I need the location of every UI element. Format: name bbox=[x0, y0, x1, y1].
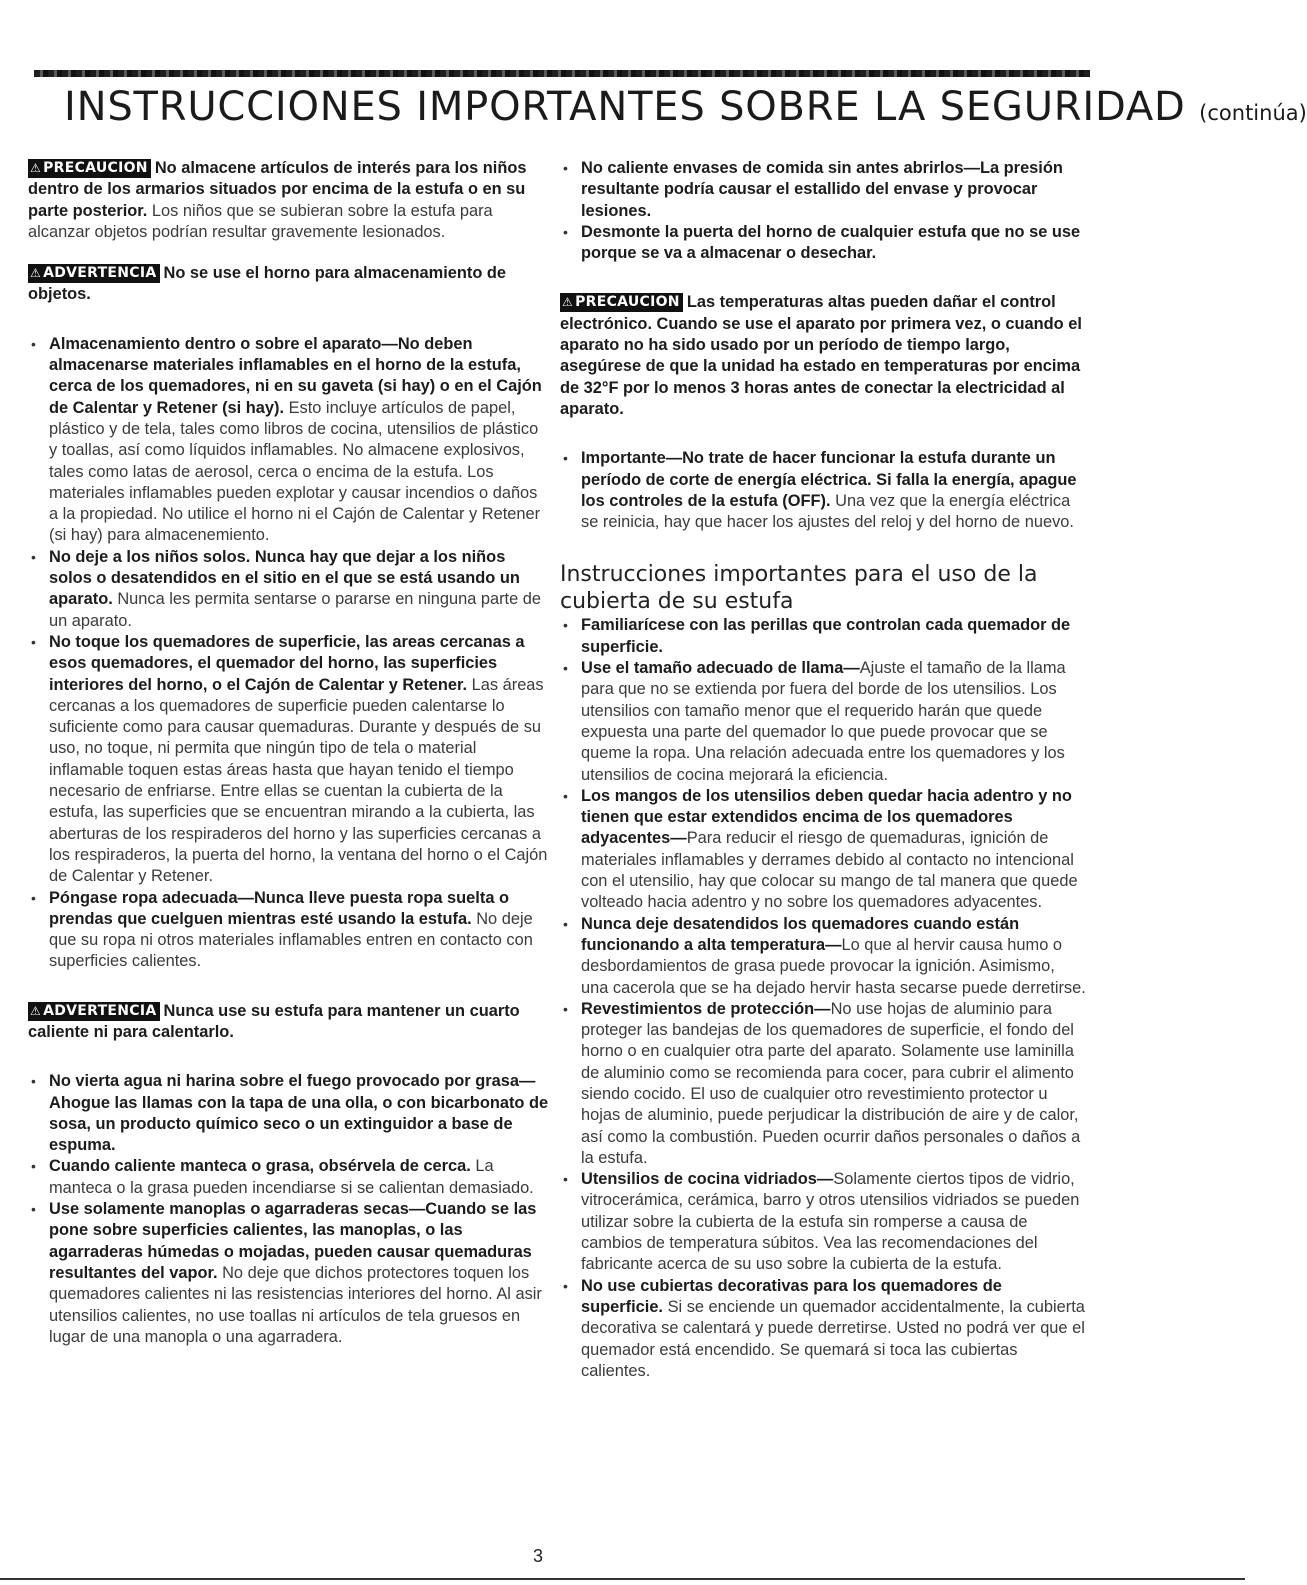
list-item: • No use cubiertas decorativas para los quemadores de superficie. Si se enciende un quemador accidentalmente, la cubierta decorativa se calentará y puede derretirse. Usted no podrá ver que el quemador está encendido. Se quemará si toca las cubiertas calientes. bbox=[560, 1276, 1086, 1382]
cooktop-section-heading: Instrucciones importantes para el uso de la cubierta de su estufa bbox=[560, 562, 1038, 615]
list-item: • No vierta agua ni harina sobre el fuego provocado por grasa— Ahogue las llamas con la tapa de una olla, o con bicarbonato de sosa, un producto químico seco o un extinguidor a base de espuma. bbox=[28, 1071, 550, 1156]
left-bullet-list-1 bbox=[28, 334, 550, 973]
list-item: • Nunca deje desatendidos los quemadores cuando están funcionando a alta temperatura—Lo que al hervir causa humo o desbordamientos de grasa puede provocar la ignición. Asimismo, una cacerola que se ha dejado hervir hasta secarse puede derretirse. bbox=[560, 914, 1086, 999]
warning-badge: ⚠ ADVERTENCIA bbox=[28, 264, 160, 283]
page-title-continued: (continúa) bbox=[1199, 101, 1307, 125]
warning-badge: ⚠ ADVERTENCIA bbox=[28, 1002, 160, 1021]
right-bullet-list-1 bbox=[560, 158, 1086, 264]
list-item: • Familiarícese con las perillas que controlan cada quemador de superficie. bbox=[560, 615, 1086, 658]
list-item: • Use el tamaño adecuado de llama—Ajuste el tamaño de la llama para que no se extienda por fuera del borde de los utensilios. Los utensilios con tamaño menor que el requerido harán que quede expuesta una parte del quemador lo que puede provocar que se queme la ropa. Una relación adecuada entre los quemadores y los utensilios de cocina mejorará la eficiencia. bbox=[560, 658, 1086, 786]
list-item: • No toque los quemadores de superficie, las areas cercanas a esos quemadores, el quemador del horno, las superficies interiores del horno, o el Cajón de Calentar y Retener. Las áreas cercanas a los quemadores de superficie pueden calentarse lo suficiente como para causar quemaduras. Durante y después de su uso, no toque, ni permita que ningún tipo de tela o material inflamable toquen estas áreas hasta que hayan tenido el tiempo necesario de enfriarse. Entre ellas se cuentan la cubierta de la estufa, las superficies que se encuentran mirando a la cubierta, las aberturas de los respiraderos del horno y las superficies cercanas a los respiraderos, la puerta del horno, la ventana del horno o el Cajón de Calentar y Retener. bbox=[28, 632, 550, 888]
list-item: • Desmonte la puerta del horno de cualquier estufa que no se use porque se va a almacenar o desechar. bbox=[560, 222, 1086, 265]
list-item: • No caliente envases de comida sin antes abrirlos—La presión resultante podría causar el estallido del envase y provocar lesiones. bbox=[560, 158, 1086, 222]
right-bullet-list-2 bbox=[560, 448, 1086, 533]
warning-triangle-icon: ⚠ bbox=[562, 295, 574, 310]
warning-room-heating: ⚠ ADVERTENCIA Nunca use su estufa para mantener un cuarto caliente ni para calentarlo. bbox=[28, 1001, 520, 1041]
top-rule bbox=[34, 70, 1090, 77]
caution-electronic-control: ⚠ PRECAUCION Las temperaturas altas pueden dañar el control electrónico. Cuando se use el aparato por primera vez, o cuando el aparato no ha sido usado por un período de tiempo largo, asegúrese de que la unidad ha estado en temperaturas por encima de 32°F por lo menos 3 horas antes de conectar la electricidad al aparato. bbox=[560, 293, 1082, 418]
cooktop-bullet-list bbox=[560, 615, 1086, 1382]
list-item: • Utensilios de cocina vidriados—Solamente ciertos tipos de vidrio, vitrocerámica, cerámica, barro y otros utensilios vidriados se pueden utilizar sobre la cubierta de la estufa sin romperse a causa de cambios de temperatura súbitos. Vea las recomendaciones del fabricante acerca de su uso sobre la cubierta de la estufa. bbox=[560, 1169, 1086, 1275]
left-column bbox=[28, 158, 550, 1348]
warning-triangle-icon: ⚠ bbox=[30, 161, 42, 175]
list-item: • No deje a los niños solos. Nunca hay que dejar a los niños solos o desatendidos en el sitio en el que se está usando un aparato. Nunca les permita sentarse o pararse en ninguna parte de un aparato. bbox=[28, 547, 550, 632]
list-item: • Almacenamiento dentro o sobre el aparato—No deben almacenarse materiales inflamables en el horno de la estufa, cerca de los quemadores, ni en su gaveta (si hay) o en el Cajón de Calentar y Retener (si hay). Esto incluye artículos de papel, plástico y de tela, tales como libros de cocina, utensilios de plástico y toallas, así como líquidos inflamables. No almacene explosivos, tales como latas de aerosol, cerca o encima de la estufa. Los materiales inflamables pueden explotar y causar incendios o daños a la propiedad. No utilice el horno ni el Cajón de Calentar y Retener (si hay) para almacenemiento. bbox=[28, 334, 550, 547]
warning-triangle-icon: ⚠ bbox=[30, 1003, 42, 1018]
warning-oven-storage: ⚠ ADVERTENCIA No se use el horno para almacenamiento de objetos. bbox=[28, 264, 507, 304]
caution-badge: ⚠ PRECAUCION bbox=[28, 159, 151, 178]
list-item: • Póngase ropa adecuada—Nunca lleve puesta ropa suelta o prendas que cuelguen mientras esté usando la estufa. No deje que su ropa ni otros materiales inflamables entren en contacto con superficies calientes. bbox=[28, 888, 550, 973]
page-title bbox=[64, 84, 1307, 144]
list-item: • Revestimientos de protección—No use hojas de aluminio para proteger las bandejas de los quemadores de superficie, el fondo del horno o en cualquier otra parte del aparato. Solamente use laminilla de aluminio como se recomienda para cocer, para cubrir el alimento siendo cocido. El uso de cualquier otro revestimiento protector u hojas de aluminio, puede perjudicar la distribución de aire y de calor, así como la combustión. Pueden ocurrir daños personales o daños a la estufa. bbox=[560, 999, 1086, 1169]
list-item: • Importante—No trate de hacer funcionar la estufa durante un período de corte de energía eléctrica. Si falla la energía, apague los controles de la estufa (OFF). Una vez que la energía eléctrica se reinicia, hay que hacer los ajustes del reloj y del horno de nuevo. bbox=[560, 448, 1086, 533]
list-item: • Los mangos de los utensilios deben quedar hacia adentro y no tienen que estar extendidos encima de los quemadores adyacentes—Para reducir el riesgo de quemaduras, ignición de materiales inflamables y derrames debido al contacto no intencional con el utensilio, hay que colocar su mango de tal manera que quede volteado hacia adentro y no sobre los quemadores adyacentes. bbox=[560, 786, 1086, 914]
warning-children-storage: ⚠ PRECAUCION No almacene artículos de interés para los niños dentro de los armarios situados por encima de la estufa o en su parte posterior. Los niños que se subieran sobre la estufa para alcanzar objetos podrían resultar gravemente lesionados. bbox=[28, 159, 527, 241]
page-title-main: INSTRUCCIONES IMPORTANTES SOBRE LA SEGURIDAD bbox=[64, 84, 1186, 130]
caution-badge: ⚠ PRECAUCION bbox=[560, 293, 683, 312]
page-number: 3 bbox=[533, 1546, 544, 1566]
list-item: • Cuando caliente manteca o grasa, obsérvela de cerca. La manteca o la grasa pueden incendiarse si se calientan demasiado. bbox=[28, 1156, 550, 1199]
left-bullet-list-2 bbox=[28, 1071, 550, 1348]
list-item: • Use solamente manoplas o agarraderas secas—Cuando se las pone sobre superficies calientes, las manoplas, o las agarraderas húmedas o mojadas, pueden causar quemaduras resultantes del vapor. No deje que dichos protectores toquen los quemadores calientes ni las resistencias interiores del horno. Al asir utensilios calientes, no use toallas ni artículos de tela gruesos en lugar de una manopla o una agarradera. bbox=[28, 1199, 550, 1348]
right-column bbox=[560, 158, 1086, 1382]
bottom-rule bbox=[0, 1578, 1245, 1580]
warning-triangle-icon: ⚠ bbox=[30, 266, 42, 281]
